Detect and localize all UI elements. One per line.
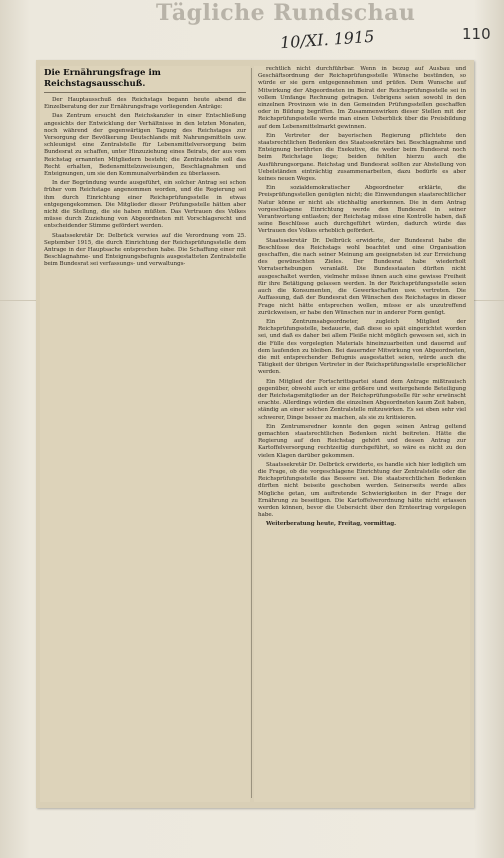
article-paragraph: Staatssekretär Dr. Delbrück verwies auf die Verordnung vom 25. September 1915, die durch Einrichtung der Reichsprüfungsstelle dem Antrage in der Hauptsache entsprochen habe. Die Schaffung einer mit Beschlagnahme- und Enteignungsbefugnis ausgestatteten Zentralstelle beim Bundesrat sei verfassungs- und verwaltungs- xyxy=(44,232,246,268)
newspaper-title: Tägliche Rundschau xyxy=(156,0,416,26)
article-paragraph: Ein sozialdemokratischer Abgeordneter erklärte, die Preisprüfungsstellen genügten nicht; die Einwendungen staatsrechtlicher Natur könne er nicht als stichhaltig anerkennen. Die in dem Antrag vorgeschlagene Einrichtung werde den Bundesrat in seiner Verantwortung entlasten; der Reichstag müsse eine Kontrolle haben, daß seine Beschlüsse auch durchgeführt würden, dadurch würde das Vertrauen des Volkes erheblich gefördert. xyxy=(258,185,466,235)
article-paragraph: Staatssekretär Dr. Delbrück erwiderte, der Bundesrat habe die Beschlüsse des Reichstags wohl beachtet und eine Organisation geschaffen, die nach seiner Meinung am geeignetsten ist zur Erreichung des gewünschten Zieles. Der Bundesrat habe wiederholt Vorratserhebungen veranlaßt. Die Bundesstaaten dürften nicht ausgeschaltet werden, vielmehr müsse ihnen auch eine gewisse Freiheit für ihre Betätigung gelassen werden. In der Reichsprüfungsstelle seien auch die Konsumenten, die Gewerkschaften usw. vertreten. Die Auffassung, daß der Bundesrat den Wünschen des Reichstages in dieser Frage nicht hätte entsprechen wollen, müsse er als unzutreffend zurückweisen, er habe den Wünschen nur in anderer Form genügt. xyxy=(258,237,466,316)
article-paragraph: Ein Mitglied der Fortschrittspartei stand dem Antrage mißtrauisch gegenüber, obwohl auch er eine größere und weitergehende Beteiligung der Reichstagsmitglieder an der Reichsprüfungsstelle für sehr erwünscht erachte. Allerdings würden die einzelnen Abgeordneten kaum Zeit haben, ständig an einer solchen Zentralstelle mitzuwirken. Es sei eben sehr viel schwerer, Dinge besser zu machen, als sie zu kritisieren. xyxy=(258,378,466,421)
newspaper-clipping xyxy=(36,60,474,808)
article-paragraph: Staatssekretär Dr. Delbrück erwiderte, es handle sich hier lediglich um die Frage, ob die vorgeschlagene Einrichtung der Zentralstelle oder die Reichsprüfungsstelle das Bessere sei. Die staatsrechtlichen Bedenken dürften nicht beiseite geschoben werden. Seinerseits werde alles Mögliche getan, um auftretende Schwierigkeiten in der Frage der Ernährung zu beseitigen. Die Kartoffelverordnung hätte nicht erlassen werden können, bevor die Uebersicht über den Ernteertrag vorgelegen habe. xyxy=(258,461,466,519)
column-divider xyxy=(251,68,252,798)
article-paragraph: Ein Zentrumsredner konnte den gegen seinen Antrag geltend gemachten staatsrechtlichen Bedenken nicht beitreten. Hätte die Regierung auf den Reichstag gehört und dessen Antrag zur Kartoffelversorgung rechtzeitig durchgeführt, so wäre es nicht zu den vielen Klagen darüber gekommen. xyxy=(258,423,466,459)
article-paragraph: Der Hauptausschuß des Reichstags begann heute abend die Einzelberatung der zur Ernährungsfrage vorliegenden Anträge: xyxy=(44,97,246,111)
article-paragraph: In der Begründung wurde ausgeführt, ein solcher Antrag sei schon früher vom Reichstage angenommen worden, und die Regierung sei ihm durch Einrichtung einer Reichsprüfungsstelle in etwas entgegengekommen. Die Mitglieder dieser Prüfungsstelle hätten aber nicht die Stellung, die sie haben müßten. Das Vertrauen des Volkes müsse durch Zuziehung von Abgeordneten mit Vorschlagsrecht und entscheidender Stimme gefördert werden. xyxy=(44,180,246,230)
article-headline: Die Ernährungsfrage im Reichstagsausschuß. xyxy=(44,68,246,93)
article-paragraph: Das Zentrum ersucht den Reichskanzler in einer Entschließung angesichts der Entwicklung der Verhältnisse in den letzten Monaten, noch während der gegenwärtigen Tagung des Reichstages zur Versorgung der Bevölkerung Deutschlands mit Nahrungsmitteln usw. schleunigst eine Zentralstelle für Lebensmittelversorgung beim Bundesrat zu schaffen, unter Hinzuziehung eines Beirats, der aus vom Reichstag ernannten Mitgliedern besteht; die Zentralstelle soll das Recht erhalten, Bedensmittelzuweisungen, Beschlagnahmen und Enteignungen, um sie den Kommunalverbänden zu überlassen. xyxy=(44,113,246,178)
article-paragraph: rechtlich nicht durchführbar. Wenn in bezug auf Ausbau und Geschäftsordnung der Reichsprüfungsstelle Wünsche bestünden, so würde er sie gern entgegennehmen und prüfen. Dem Wunsche auf Mitwirkung der Abgeordneten im Beirat der Reichsprüfungsstelle sei in vollem Umfange Rechnung getragen. Uebrigens seien sowohl in den einzelnen Provinzen wie in den Gemeinden Prüfungsstellen geschaffen oder in Bildung begriffen. Im Zusammenwirken dieser Stellen mit der Reichsprüfungsstelle werde man einen Ueberblick über die Preisbildung auf dem Lebensmittelmarkt gewinnen. xyxy=(258,66,466,130)
article-paragraph: Ein Vertreter der bayerischen Regierung pflichtete den staatsrechtlichen Bedenken des Staatssekretärs bei. Beschlagnahme und Enteignung berührten die Exekutive, die weder beim Bundesrat noch beim Reichstage liege; beiden fehlten hierzu auch die Ausführungsorgane. Reichstag und Bundesrat sollten zur Abstellung von Uebelständen einträchtig zusammenarbeiten, dazu bedürfe es aber keines neuen Weges. xyxy=(258,132,466,183)
page-number: 110 xyxy=(462,25,491,43)
article-column-right xyxy=(254,66,470,802)
article-paragraph: Ein Zentrumsabgeordneter, zugleich Mitglied der Reichsprüfungsstelle, bedauerte, daß diese so spät eingerichtet worden sei, und daß es daher bei allem Fleiße nicht möglich gewesen sei, sich in die Fülle des vorgelegten Materials hineinzuarbeiten und dauernd auf dem laufenden zu bleiben. Bei dauernder Mitwirkung von Abgeordneten, die mit entsprechender Befugnis ausgestattet seien, würde auch die Tätigkeit der übrigen Vertreter in der Reichsprüfungsstelle ersprießlicher werden. xyxy=(258,318,466,376)
article-column-left xyxy=(40,66,250,802)
handwritten-date: 10/XI. 1915 xyxy=(279,26,375,53)
article-closing-line: Weiterberatung heute, Freitag, vormittag. xyxy=(266,521,397,528)
